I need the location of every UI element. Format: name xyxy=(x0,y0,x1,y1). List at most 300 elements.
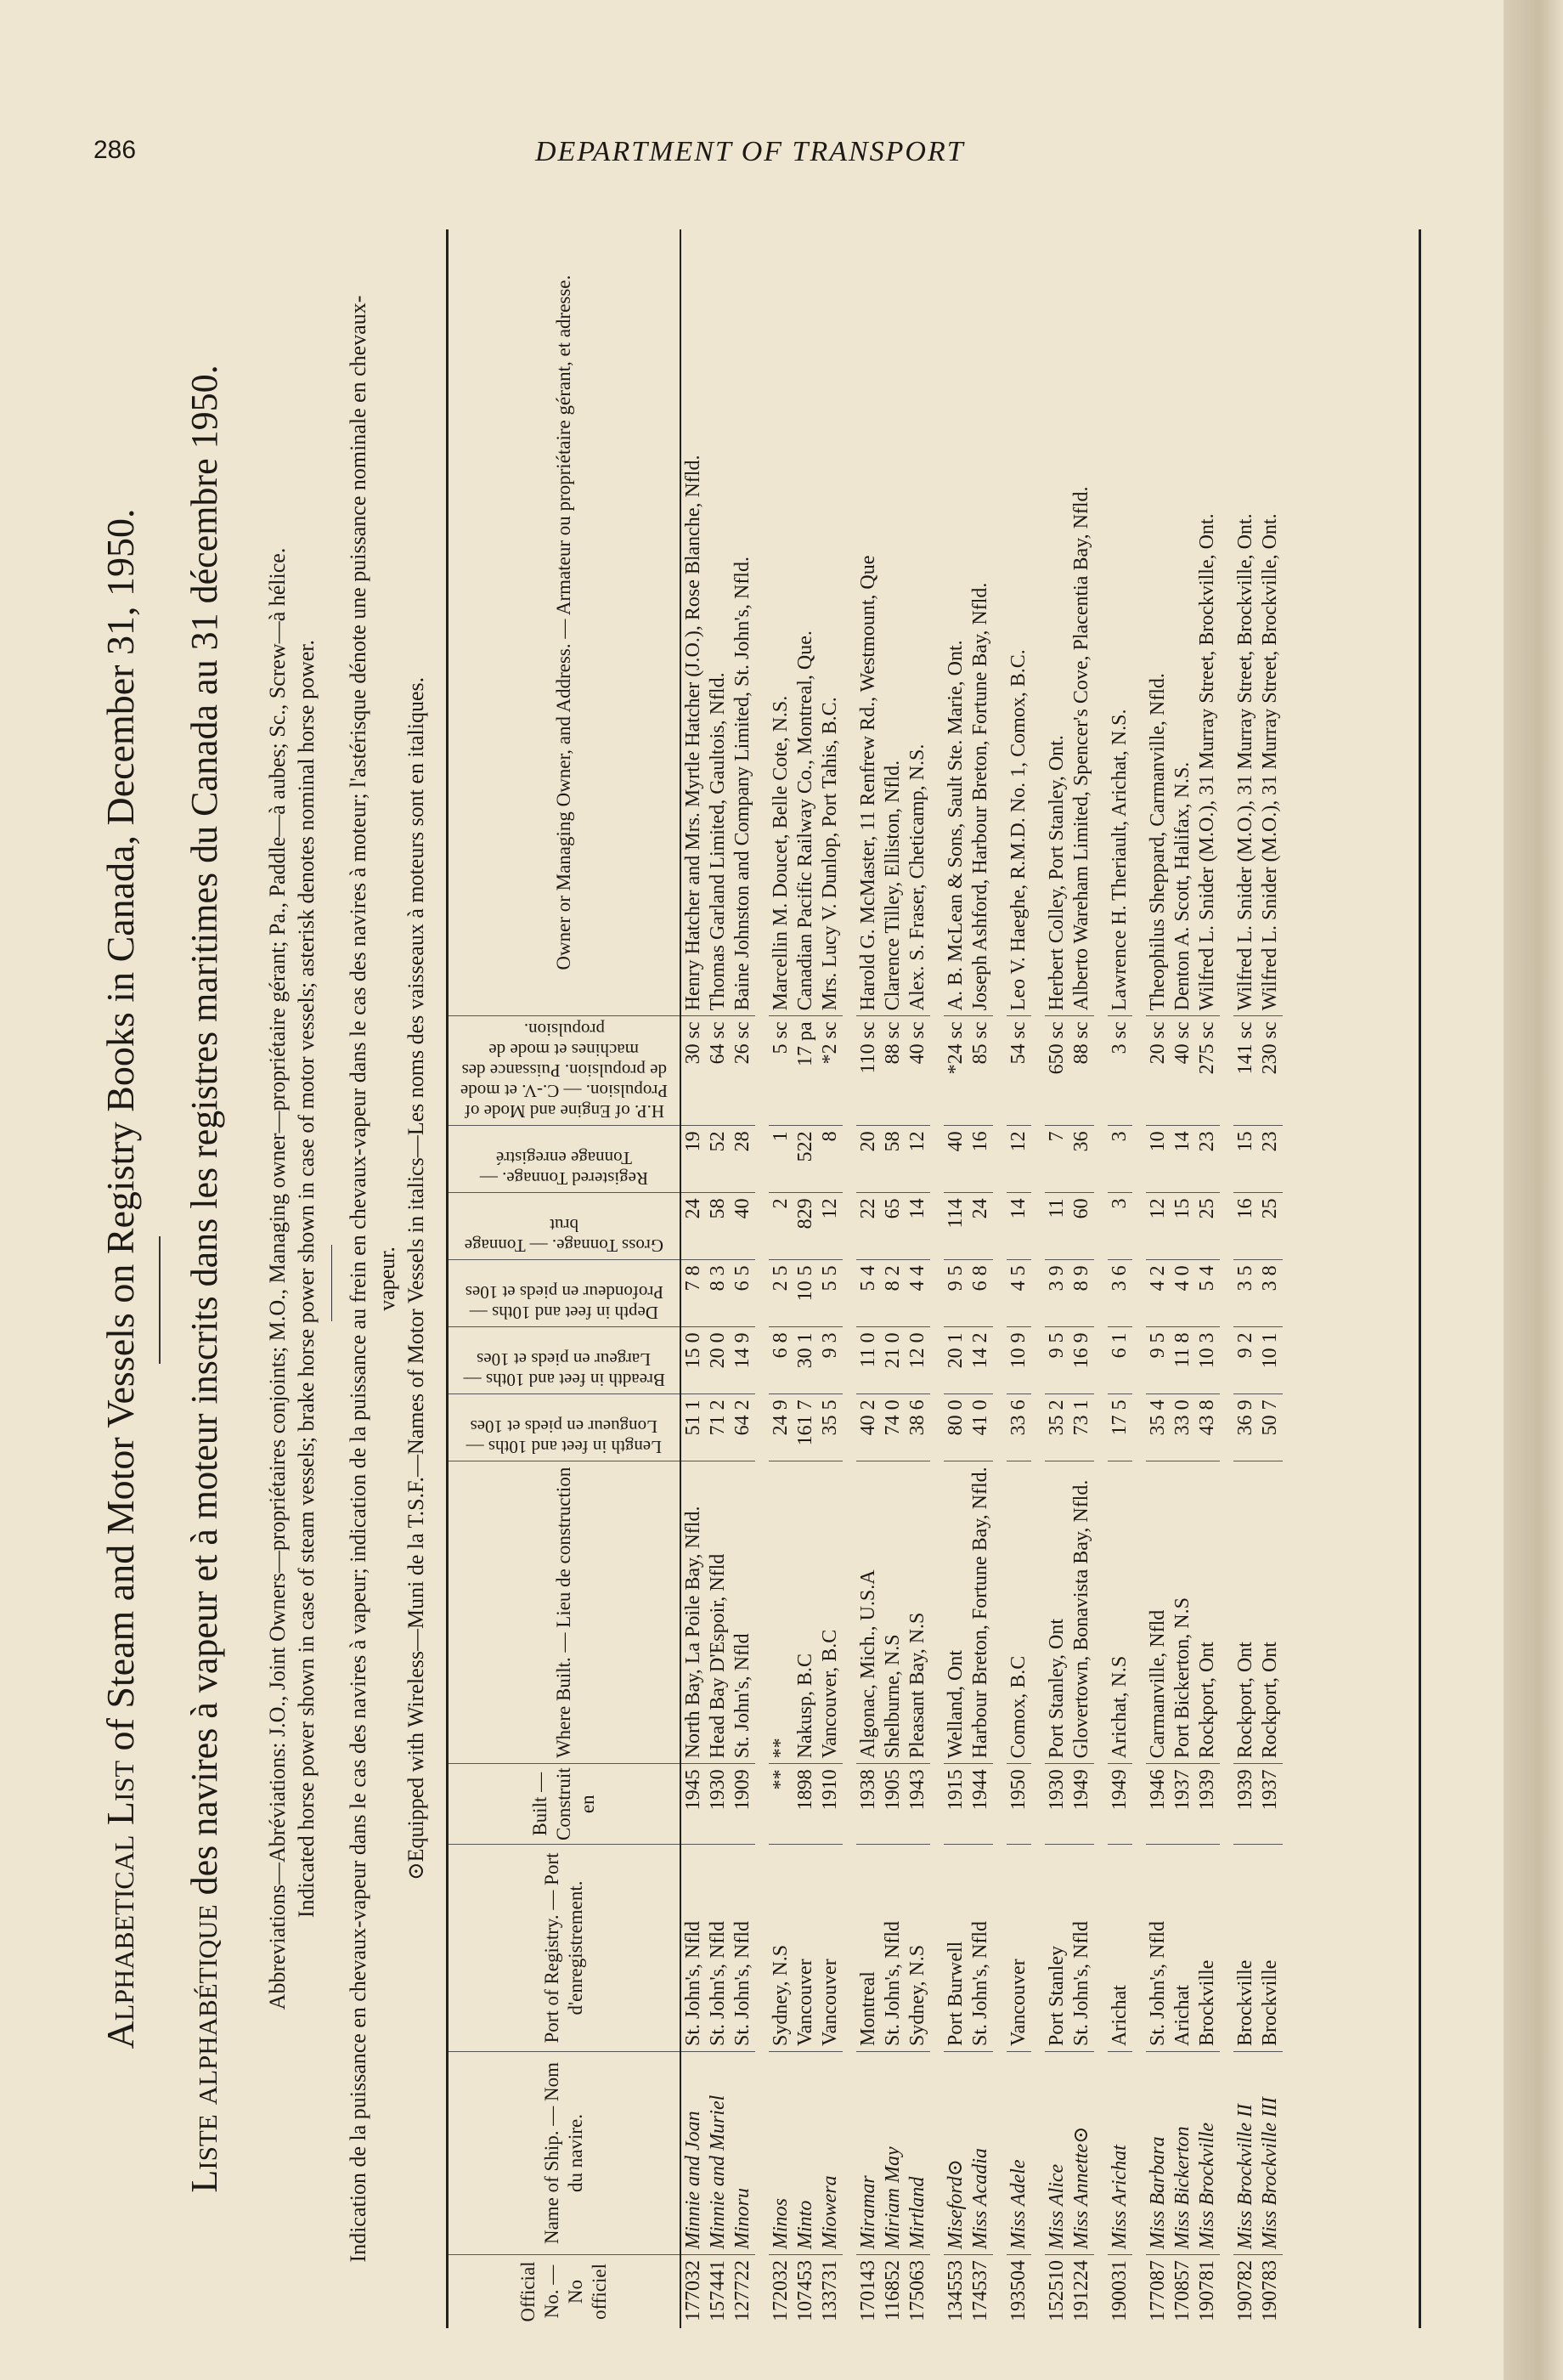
port-of-registry-cell: St. John's, Nfld xyxy=(706,1845,731,2052)
owner-address-cell: Canadian Pacific Railway Co., Montreal, Que. xyxy=(794,630,816,1011)
horse-power-note-en: Indicated horse power shown in case of steam vessels; brake horse power shown in case of motor vessels; asterisk denotes nominal horse power. xyxy=(294,640,319,1919)
ship-name-cell: Miss Adele xyxy=(1007,2052,1031,2255)
year-built-cell: 1930 xyxy=(1045,1764,1069,1845)
horse-power-cell: 110 sc xyxy=(856,1016,881,1126)
horse-power-cell: *24 sc xyxy=(944,1016,968,1126)
length-cell: 17 5 xyxy=(1108,1394,1132,1461)
table-body xyxy=(680,229,1283,2328)
gross-tonnage-cell: 25 xyxy=(1258,1193,1283,1260)
length-cell: 24 9 xyxy=(769,1394,793,1461)
depth-cell: 5 4 xyxy=(856,1260,881,1327)
where-built-cell: Algonac, Mich., U.S.A xyxy=(856,1461,881,1764)
year-built-cell: 1937 xyxy=(1171,1764,1195,1845)
table-row xyxy=(944,229,968,2328)
spacer-cell xyxy=(993,229,1007,2328)
port-of-registry-cell: St. John's, Nfld xyxy=(731,1845,755,2052)
abbreviations-note: Abbreviations—Abréviations: J.O., Joint Owners—propriétaires conjoints; M.O., Managing owner—propriétaire gérant; Pa., Paddle—à aubes; Sc., Screw—à hélice. Indicated horse power shown in case of steam vessels; brake horse power shown in case of motor vessels; asterisk denotes nominal horse power. xyxy=(263,285,321,2273)
owner-address-cell: Lawrence H. Theriault, Arichat, N.S. xyxy=(1109,709,1131,1011)
table-row xyxy=(1108,229,1132,2328)
spacer-cell xyxy=(1094,229,1108,2328)
ship-name-cell: Mirtland xyxy=(906,2052,930,2255)
gross-tonnage-cell: 15 xyxy=(1171,1193,1195,1260)
breadth-cell: 14 9 xyxy=(731,1327,755,1394)
owner-address-cell: Marcellin M. Doucet, Belle Cote, N.S. xyxy=(770,695,792,1011)
length-cell: 33 6 xyxy=(1007,1394,1031,1461)
breadth-cell: 11 0 xyxy=(856,1327,881,1394)
horse-power-cell: 64 sc xyxy=(706,1016,731,1126)
official-no-cell: 133731 xyxy=(818,2255,843,2329)
registered-tonnage-cell: 8 xyxy=(818,1126,843,1193)
registered-tonnage-cell: 3 xyxy=(1108,1126,1132,1193)
ship-name-cell: Minto xyxy=(793,2052,818,2255)
year-built-cell: 1949 xyxy=(1108,1764,1132,1845)
official-no-cell: 190782 xyxy=(1233,2255,1258,2329)
year-built-cell: 1950 xyxy=(1007,1764,1031,1845)
breadth-cell: 9 2 xyxy=(1233,1327,1258,1394)
ship-name-cell: Minnie and Joan xyxy=(680,2052,706,2255)
breadth-cell: 10 1 xyxy=(1258,1327,1283,1394)
where-built-cell: Welland, Ont xyxy=(944,1461,968,1764)
horse-power-cell: 40 sc xyxy=(906,1016,930,1126)
depth-cell: 9 5 xyxy=(944,1260,968,1327)
spacer-row xyxy=(1132,229,1146,2328)
depth-cell: 4 2 xyxy=(1146,1260,1171,1327)
year-built-cell: 1930 xyxy=(706,1764,731,1845)
gross-tonnage-cell: 114 xyxy=(944,1193,968,1260)
header-port-registry: Port of Registry. — Port d'enregistrement. xyxy=(448,1845,681,2052)
where-built-cell: Pleasant Bay, N.S xyxy=(906,1461,930,1764)
spacer-cell xyxy=(1031,229,1045,2328)
ship-name-cell: Miss Barbara xyxy=(1146,2052,1171,2255)
table-row xyxy=(1195,229,1220,2328)
header-where-built: Where Built. — Lieu de construction xyxy=(448,1461,681,1764)
horse-power-cell: 54 sc xyxy=(1007,1016,1031,1126)
port-of-registry-cell: St. John's, Nfld xyxy=(1069,1845,1094,2052)
where-built-cell: Port Bickerton, N.S xyxy=(1171,1461,1195,1764)
registered-tonnage-cell: 1 xyxy=(769,1126,793,1193)
length-cell: 35 5 xyxy=(818,1394,843,1461)
year-built-cell: 1939 xyxy=(1233,1764,1258,1845)
year-built-cell: ** xyxy=(769,1764,793,1845)
year-built-cell: 1905 xyxy=(881,1764,906,1845)
official-no-cell: 172032 xyxy=(769,2255,793,2329)
depth-cell: 2 5 xyxy=(769,1260,793,1327)
length-cell: 50 7 xyxy=(1258,1394,1283,1461)
gross-tonnage-cell: 60 xyxy=(1069,1193,1094,1260)
horse-power-cell: 5 sc xyxy=(769,1016,793,1126)
registered-tonnage-cell: 14 xyxy=(1171,1126,1195,1193)
horse-power-cell: 230 sc xyxy=(1258,1016,1283,1126)
horse-power-cell: 20 sc xyxy=(1146,1016,1171,1126)
length-cell: 40 2 xyxy=(856,1394,881,1461)
breadth-cell: 9 3 xyxy=(818,1327,843,1394)
breadth-cell: 6 8 xyxy=(769,1327,793,1394)
breadth-cell: 10 9 xyxy=(1007,1327,1031,1394)
gross-tonnage-cell: 22 xyxy=(856,1193,881,1260)
length-cell: 73 1 xyxy=(1069,1394,1094,1461)
port-of-registry-cell: Vancouver xyxy=(818,1845,843,2052)
department-title: DEPARTMENT OF TRANSPORT xyxy=(535,136,965,167)
year-built-cell: 1938 xyxy=(856,1764,881,1845)
header-breadth: Breadth in feet and 10ths — Largeur en pieds et 10es xyxy=(463,1349,665,1391)
owner-address-cell: Harold G. McMaster, 11 Renfrew Rd., Westmount, Que xyxy=(857,555,879,1011)
port-of-registry-cell: St. John's, Nfld xyxy=(1146,1845,1171,2052)
gross-tonnage-cell: 2 xyxy=(769,1193,793,1260)
header-registered-tonnage: Registered Tonnage. — Tonnage enregistré xyxy=(479,1148,649,1190)
owner-address-cell: Theophilus Sheppard, Carmanville, Nfld. xyxy=(1147,673,1169,1011)
spacer-row xyxy=(930,229,944,2328)
depth-cell: 3 8 xyxy=(1258,1260,1283,1327)
horse-power-cell: 26 sc xyxy=(731,1016,755,1126)
ship-name-cell: Miramar xyxy=(856,2052,881,2255)
table-row xyxy=(1258,229,1283,2328)
where-built-cell: Rockport, Ont xyxy=(1195,1461,1220,1764)
spacer-row xyxy=(843,229,856,2328)
ship-name-cell: Minos xyxy=(769,2052,793,2255)
title-french: Liste alphabétique des navires à vapeur et à moteur inscrits dans les registres maritimes du Canada au 31 décembre 1950. xyxy=(183,365,225,2193)
port-of-registry-cell: Sydney, N.S xyxy=(769,1845,793,2052)
title-english: Alphabetical List of Steam and Motor Vessels on Registry Books in Canada, December 31, 1950. xyxy=(99,508,142,2049)
owner-address-cell: Baine Johnston and Company Limited, St. John's, Nfld. xyxy=(731,557,753,1011)
ship-name-cell: Minnie and Muriel xyxy=(706,2052,731,2255)
table-row xyxy=(1233,229,1258,2328)
table-row xyxy=(1146,229,1171,2328)
vessel-registry-table xyxy=(446,229,1283,2328)
ship-name-cell: Miss Bickerton xyxy=(1171,2052,1195,2255)
header-depth: Depth in feet and 10ths — Profondeur en pieds et 10es xyxy=(465,1282,663,1324)
year-built-cell: 1909 xyxy=(731,1764,755,1845)
depth-cell: 3 6 xyxy=(1108,1260,1132,1327)
where-built-cell: Harbour Breton, Fortune Bay, Nfld. xyxy=(968,1461,993,1764)
breadth-cell: 9 5 xyxy=(1045,1327,1069,1394)
official-no-cell: 190781 xyxy=(1195,2255,1220,2329)
breadth-cell: 12 0 xyxy=(906,1327,930,1394)
spacer-cell xyxy=(1132,229,1146,2328)
table-row xyxy=(1069,229,1094,2328)
spacer-cell xyxy=(843,229,856,2328)
where-built-cell: Carmanville, Nfld xyxy=(1146,1461,1171,1764)
breadth-cell: 30 1 xyxy=(793,1327,818,1394)
depth-cell: 5 5 xyxy=(818,1260,843,1327)
official-no-cell: 170857 xyxy=(1171,2255,1195,2329)
official-no-cell: 107453 xyxy=(793,2255,818,2329)
header-owner: Owner or Managing Owner, and Address. — Armateur ou propriétaire gérant, et adresse. xyxy=(448,229,681,1016)
official-no-cell: 170143 xyxy=(856,2255,881,2329)
horse-power-cell: 275 sc xyxy=(1195,1016,1220,1126)
port-of-registry-cell: St. John's, Nfld xyxy=(680,1845,706,2052)
length-cell: 71 2 xyxy=(706,1394,731,1461)
table-row xyxy=(1045,229,1069,2328)
owner-address-cell: Denton A. Scott, Halifax, N.S. xyxy=(1171,761,1193,1011)
horse-power-cell: 3 sc xyxy=(1108,1016,1132,1126)
official-no-cell: 157441 xyxy=(706,2255,731,2329)
header-gross-tonnage: Gross Tonnage. — Tonnage brut xyxy=(464,1215,664,1257)
table-bottom-rule xyxy=(1419,229,1421,2328)
gross-tonnage-cell: 12 xyxy=(818,1193,843,1260)
official-no-cell: 190783 xyxy=(1258,2255,1283,2329)
table-row xyxy=(856,229,881,2328)
table-row xyxy=(680,229,706,2328)
port-of-registry-cell: Sydney, N.S xyxy=(906,1845,930,2052)
wireless-note: ⊙Equipped with Wireless—Muni de la T.S.F.—Names of Motor Vessels in italics—Les noms des vaisseaux à moteurs sont en italiques. xyxy=(403,676,428,1881)
length-cell: 43 8 xyxy=(1195,1394,1220,1461)
owner-address-cell: Wilfred L. Snider (M.O.), 31 Murray Street, Brockville, Ont. xyxy=(1234,513,1256,1011)
registered-tonnage-cell: 36 xyxy=(1069,1126,1094,1193)
owner-address-cell: Clarence Tilley, Elliston, Nfld. xyxy=(882,760,904,1011)
year-built-cell: 1910 xyxy=(818,1764,843,1845)
length-cell: 35 2 xyxy=(1045,1394,1069,1461)
owner-address-cell: Henry Hatcher and Mrs. Myrtle Hatcher (J.O.), Rose Blanche, Nfld. xyxy=(682,455,704,1011)
registered-tonnage-cell: 23 xyxy=(1195,1126,1220,1193)
breadth-cell: 21 0 xyxy=(881,1327,906,1394)
owner-address-cell: Wilfred L. Snider (M.O.), 31 Murray Street, Brockville, Ont. xyxy=(1259,513,1281,1011)
breadth-cell: 20 1 xyxy=(944,1327,968,1394)
owner-address-cell: Mrs. Lucy V. Dunlop, Port Tahis, B.C. xyxy=(819,697,841,1011)
registered-tonnage-cell: 23 xyxy=(1258,1126,1283,1193)
where-built-cell: Glovertown, Bonavista Bay, Nfld. xyxy=(1069,1461,1094,1764)
registered-tonnage-cell: 52 xyxy=(706,1126,731,1193)
gross-tonnage-cell: 14 xyxy=(1007,1193,1031,1260)
page-number: 286 xyxy=(93,136,137,164)
official-no-cell: 152510 xyxy=(1045,2255,1069,2329)
ship-name-cell: Miss Alice xyxy=(1045,2052,1069,2255)
official-no-cell: 175063 xyxy=(906,2255,930,2329)
horse-power-cell: 88 sc xyxy=(1069,1016,1094,1126)
owner-address-cell: Joseph Ashford, Harbour Breton, Fortune Bay, Nfld. xyxy=(969,582,991,1011)
gross-tonnage-cell: 65 xyxy=(881,1193,906,1260)
breadth-cell: 11 8 xyxy=(1171,1327,1195,1394)
year-built-cell: 1945 xyxy=(680,1764,706,1845)
registered-tonnage-cell: 28 xyxy=(731,1126,755,1193)
length-cell: 51 1 xyxy=(680,1394,706,1461)
owner-address-cell: Thomas Garland Limited, Gaultois, Nfld. xyxy=(707,672,729,1011)
depth-cell: 4 5 xyxy=(1007,1260,1031,1327)
where-built-cell: ** xyxy=(769,1461,793,1764)
year-built-cell: 1946 xyxy=(1146,1764,1171,1845)
table-row xyxy=(968,229,993,2328)
gross-tonnage-cell: 24 xyxy=(968,1193,993,1260)
table-row xyxy=(881,229,906,2328)
rotated-table-page xyxy=(81,221,1440,2341)
official-no-cell: 177032 xyxy=(680,2255,706,2329)
registered-tonnage-cell: 19 xyxy=(680,1126,706,1193)
owner-address-cell: Alberto Wareham Limited, Spencer's Cove, Placentia Bay, Nfld. xyxy=(1070,486,1092,1011)
registered-tonnage-cell: 12 xyxy=(906,1126,930,1193)
breadth-cell: 16 9 xyxy=(1069,1327,1094,1394)
breadth-cell: 6 1 xyxy=(1108,1327,1132,1394)
port-of-registry-cell: Vancouver xyxy=(1007,1845,1031,2052)
year-built-cell: 1937 xyxy=(1258,1764,1283,1845)
header-official-no: Official No. — No officiel xyxy=(448,2255,681,2329)
gross-tonnage-cell: 16 xyxy=(1233,1193,1258,1260)
port-of-registry-cell: Brockville xyxy=(1233,1845,1258,2052)
where-built-cell: Comox, B.C xyxy=(1007,1461,1031,1764)
depth-cell: 3 9 xyxy=(1045,1260,1069,1327)
gross-tonnage-cell: 40 xyxy=(731,1193,755,1260)
port-of-registry-cell: Brockville xyxy=(1195,1845,1220,2052)
port-of-registry-cell: Brockville xyxy=(1258,1845,1283,2052)
year-built-cell: 1949 xyxy=(1069,1764,1094,1845)
table-row xyxy=(1171,229,1195,2328)
owner-address-cell: Leo V. Haeghe, R.M.D. No. 1, Comox, B.C. xyxy=(1007,649,1030,1011)
header-built: Built — Construit en xyxy=(448,1764,681,1845)
horse-power-cell: 650 sc xyxy=(1045,1016,1069,1126)
gross-tonnage-cell: 24 xyxy=(680,1193,706,1260)
breadth-cell: 15 0 xyxy=(680,1327,706,1394)
length-cell: 41 0 xyxy=(968,1394,993,1461)
header-length: Length in feet and 10ths — Longueur en pieds et 10es xyxy=(466,1416,663,1458)
breadth-cell: 20 0 xyxy=(706,1327,731,1394)
length-cell: 161 7 xyxy=(793,1394,818,1461)
depth-cell: 8 9 xyxy=(1069,1260,1094,1327)
registered-tonnage-cell: 16 xyxy=(968,1126,993,1193)
port-of-registry-cell: Port Burwell xyxy=(944,1845,968,2052)
running-header xyxy=(93,136,1079,178)
port-of-registry-cell: Vancouver xyxy=(793,1845,818,2052)
ship-name-cell: Miss Brockville xyxy=(1195,2052,1220,2255)
table-row xyxy=(1007,229,1031,2328)
port-of-registry-cell: Montreal xyxy=(856,1845,881,2052)
page-edge-shadow xyxy=(1504,0,1563,2380)
port-of-registry-cell: Arichat xyxy=(1171,1845,1195,2052)
depth-cell: 4 4 xyxy=(906,1260,930,1327)
depth-cell: 6 8 xyxy=(968,1260,993,1327)
registered-tonnage-cell: 40 xyxy=(944,1126,968,1193)
official-no-cell: 190031 xyxy=(1108,2255,1132,2329)
where-built-cell: Rockport, Ont xyxy=(1258,1461,1283,1764)
where-built-cell: Rockport, Ont xyxy=(1233,1461,1258,1764)
table-row xyxy=(818,229,843,2328)
spacer-cell xyxy=(755,229,769,2328)
ship-name-cell: Miriam May xyxy=(881,2052,906,2255)
gross-tonnage-cell: 11 xyxy=(1045,1193,1069,1260)
length-cell: 64 2 xyxy=(731,1394,755,1461)
length-cell: 36 9 xyxy=(1233,1394,1258,1461)
where-built-cell: Shelburne, N.S xyxy=(881,1461,906,1764)
spacer-row xyxy=(1220,229,1233,2328)
port-of-registry-cell: St. John's, Nfld xyxy=(968,1845,993,2052)
registered-tonnage-cell: 10 xyxy=(1146,1126,1171,1193)
ship-name-cell: Miowera xyxy=(818,2052,843,2255)
gross-tonnage-cell: 12 xyxy=(1146,1193,1171,1260)
owner-address-cell: Herbert Colley, Port Stanley, Ont. xyxy=(1046,735,1068,1011)
port-of-registry-cell: St. John's, Nfld xyxy=(881,1845,906,2052)
gross-tonnage-cell: 14 xyxy=(906,1193,930,1260)
owner-address-cell: Alex. S. Fraser, Cheticamp, N.S. xyxy=(906,743,928,1011)
spacer-cell xyxy=(1220,229,1233,2328)
official-no-cell: 191224 xyxy=(1069,2255,1094,2329)
where-built-cell: Port Stanley, Ont xyxy=(1045,1461,1069,1764)
port-of-registry-cell: Arichat xyxy=(1108,1845,1132,2052)
table-row xyxy=(769,229,793,2328)
where-built-cell: North Bay, La Poile Bay, Nfld. xyxy=(680,1461,706,1764)
year-built-cell: 1944 xyxy=(968,1764,993,1845)
depth-cell: 10 5 xyxy=(793,1260,818,1327)
where-built-cell: Nakusp, B.C xyxy=(793,1461,818,1764)
registered-tonnage-cell: 7 xyxy=(1045,1126,1069,1193)
length-cell: 35 4 xyxy=(1146,1394,1171,1461)
ship-name-cell: Miss Brockville II xyxy=(1233,2052,1258,2255)
owner-address-cell: A. B. McLean & Sons, Sault Ste. Marie, Ont. xyxy=(945,640,967,1011)
registered-tonnage-cell: 12 xyxy=(1007,1126,1031,1193)
ship-name-cell: Miss Brockville III xyxy=(1258,2052,1283,2255)
official-no-cell: 116852 xyxy=(881,2255,906,2329)
official-no-cell: 127722 xyxy=(731,2255,755,2329)
ship-name-cell: Miss Arichat xyxy=(1108,2052,1132,2255)
depth-cell: 4 0 xyxy=(1171,1260,1195,1327)
where-built-cell: Arichat, N.S xyxy=(1108,1461,1132,1764)
length-cell: 80 0 xyxy=(944,1394,968,1461)
year-built-cell: 1939 xyxy=(1195,1764,1220,1845)
registered-tonnage-cell: 15 xyxy=(1233,1126,1258,1193)
depth-cell: 5 4 xyxy=(1195,1260,1220,1327)
table-row xyxy=(793,229,818,2328)
header-horse-power: H.P. of Engine and Mode of Propulsion. — C.-V. et mode de propulsion. Puissance des machines et mode de propulsion. xyxy=(460,1020,669,1122)
spacer-row xyxy=(1094,229,1108,2328)
horse-power-cell: 17 pa xyxy=(793,1016,818,1126)
horse-power-cell: 88 sc xyxy=(881,1016,906,1126)
length-cell: 74 0 xyxy=(881,1394,906,1461)
table-header-row xyxy=(448,229,681,2328)
horse-power-cell: 30 sc xyxy=(680,1016,706,1126)
ship-name-cell: Miseford⊙ xyxy=(944,2052,968,2255)
spacer-row xyxy=(993,229,1007,2328)
horse-power-note-fr: Indication de la puissance en chevaux-vapeur dans le cas des navires à vapeur; indication de la puissance au frein en chevaux-vapeur dans le cas des navires à moteur; l'astérisque dénote une puissance nominale en chevaux-vapeur. xyxy=(346,295,399,2263)
registered-tonnage-cell: 20 xyxy=(856,1126,881,1193)
ship-name-cell: Miss Annette⊙ xyxy=(1069,2052,1094,2255)
official-no-cell: 177087 xyxy=(1146,2255,1171,2329)
breadth-cell: 10 3 xyxy=(1195,1327,1220,1394)
table-row xyxy=(731,229,755,2328)
depth-cell: 8 2 xyxy=(881,1260,906,1327)
year-built-cell: 1915 xyxy=(944,1764,968,1845)
ship-name-cell: Miss Acadia xyxy=(968,2052,993,2255)
where-built-cell: Vancouver, B.C xyxy=(818,1461,843,1764)
breadth-cell: 14 2 xyxy=(968,1327,993,1394)
length-cell: 33 0 xyxy=(1171,1394,1195,1461)
gross-tonnage-cell: 829 xyxy=(793,1193,818,1260)
horse-power-cell: 141 sc xyxy=(1233,1016,1258,1126)
where-built-cell: Head Bay D'Espoir, Nfld xyxy=(706,1461,731,1764)
depth-cell: 3 5 xyxy=(1233,1260,1258,1327)
length-cell: 38 6 xyxy=(906,1394,930,1461)
year-built-cell: 1898 xyxy=(793,1764,818,1845)
ship-name-cell: Minoru xyxy=(731,2052,755,2255)
table-row xyxy=(906,229,930,2328)
spacer-cell xyxy=(930,229,944,2328)
note-rule xyxy=(331,1245,332,1321)
title-rule xyxy=(159,1236,161,1364)
breadth-cell: 9 5 xyxy=(1146,1327,1171,1394)
gross-tonnage-cell: 3 xyxy=(1108,1193,1132,1260)
table-row xyxy=(706,229,731,2328)
official-no-cell: 193504 xyxy=(1007,2255,1031,2329)
gross-tonnage-cell: 58 xyxy=(706,1193,731,1260)
horse-power-cell: 40 sc xyxy=(1171,1016,1195,1126)
spacer-row xyxy=(1031,229,1045,2328)
owner-address-cell: Wilfred L. Snider (M.O.), 31 Murray Street, Brockville, Ont. xyxy=(1196,513,1218,1011)
gross-tonnage-cell: 25 xyxy=(1195,1193,1220,1260)
registered-tonnage-cell: 522 xyxy=(793,1126,818,1193)
official-no-cell: 174537 xyxy=(968,2255,993,2329)
depth-cell: 7 8 xyxy=(680,1260,706,1327)
port-of-registry-cell: Port Stanley xyxy=(1045,1845,1069,2052)
header-ship-name: Name of Ship. — Nom du navire. xyxy=(448,2052,681,2255)
official-no-cell: 134553 xyxy=(944,2255,968,2329)
registered-tonnage-cell: 58 xyxy=(881,1126,906,1193)
year-built-cell: 1943 xyxy=(906,1764,930,1845)
depth-cell: 8 3 xyxy=(706,1260,731,1327)
